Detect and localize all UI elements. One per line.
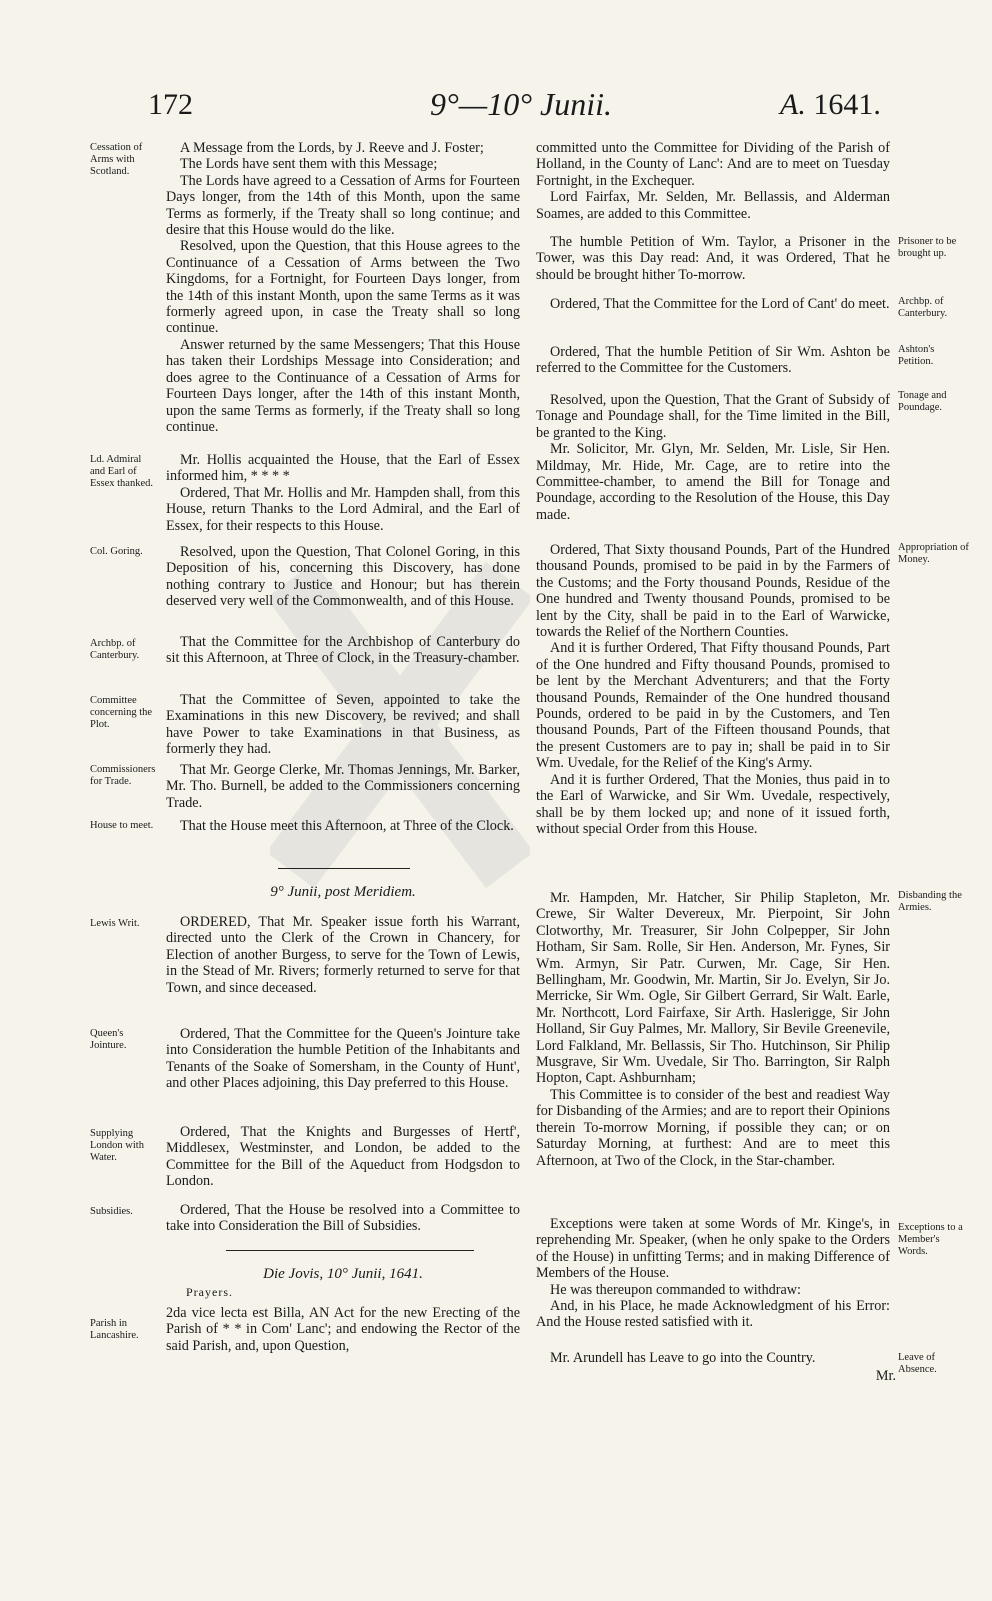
section-rule <box>226 1250 474 1251</box>
margin-note: Leave of Absence. <box>898 1352 937 1375</box>
margin-note: Col. Goring. <box>90 546 143 557</box>
margin-note: Exceptions to a Member's Words. <box>898 1222 963 1257</box>
paragraph: Resolved, upon the Question, That Colonel Goring, in this Deposition of his, concerning this Discovery, has done nothing contrary to Justice and Honour; but has therein deserved very well of the Commonwealth, and of this House. <box>166 544 520 610</box>
margin-note: Archbp. of Canterbury. <box>90 638 140 661</box>
paragraph: The Lords have agreed to a Cessation of Arms for Fourteen Days longer, from the 14th of this Month, upon the same Terms as formerly, if the Treaty shall so long continue; and desire that this House would do the like. <box>166 172 520 239</box>
margin-note: Ld. Admiral and Earl of Essex thanked. <box>90 454 153 489</box>
margin-note: Appropriation of Money. <box>898 542 969 565</box>
paragraph: Mr. Arundell has Leave to go into the Country. <box>550 1350 816 1366</box>
paragraph: Ordered, That the humble Petition of Sir Wm. Ashton be referred to the Committee for the Customers. <box>536 344 890 377</box>
paragraph: Ordered, That the Committee for the Queen's Jointure take into Consideration the humble Petition of the Inhabitants and Tenants of the Soake of Somersham, in the County of Hunt', and other Places adjoining, this Day preferred to this House. <box>166 1026 520 1092</box>
paragraph: Ordered, That Mr. Hollis and Mr. Hampden shall, from this House, return Thanks to the Lord Admiral, and the Earl of Essex, for their respects to this House. <box>166 484 520 534</box>
left-column-a <box>166 140 520 435</box>
page-year: A. 1641. <box>780 88 881 121</box>
left-column-g <box>166 818 520 834</box>
paragraph: Ordered, That the Knights and Burgesses of Hertf', Middlesex, Westminster, and London, be added to the Committee for the Bill of the Aqueduct from Hodgsdon to London. <box>166 1124 520 1190</box>
paragraph: He was thereupon commanded to withdraw: <box>550 1281 801 1298</box>
catchword: Mr. <box>875 1368 896 1384</box>
right-column-f <box>536 542 890 837</box>
paragraph: And it is further Ordered, That Fifty thousand Pounds, Part of the One hundred and Fifty thousand Pounds, promised to be lent by the Merchant Adventurers; and that the Forty thousand Pounds, Remainder of the One hundred thousand Pounds, ordered to be paid in by the Customers, and Ten thousand Pounds, Part of the Fifteen thousand Pounds, that the present Customers are to pay in; shall be paid in to Sir Wm. Uvedale, for the Relief of the King's Army. <box>536 640 890 772</box>
paragraph: committed unto the Committee for Dividing of the Parish of Holland, in the County of Lanc': And are to meet on Tuesday Fortnight, in the Exchequer. <box>536 140 890 189</box>
right-column-a <box>536 140 890 222</box>
page-number: 172 <box>148 88 193 121</box>
paragraph: The Lords have sent them with this Message; <box>180 156 438 173</box>
left-column-d <box>166 634 520 667</box>
left-column-k <box>166 1202 520 1235</box>
paragraph: Resolved, upon the Question, That the Grant of Subsidy of Tonage and Poundage shall, for the Time limited in the Bill, be granted to the King. <box>536 392 890 441</box>
right-column-c <box>536 296 890 312</box>
paragraph: This Committee is to consider of the best and readiest Way for Disbanding of the Armies; and are to report their Opinions therein To-morrow Morning, if possible they can; or on Saturday Morning, at furthest: And are to meet this Afternoon, at Two of the Clock, in the Star-chamber. <box>536 1086 890 1169</box>
paragraph: ORDERED, That Mr. Speaker issue forth his Warrant, directed unto the Clerk of the Crown in Chancery, for Election of another Burgess, to serve for the Town of Lewis, in the Stead of Mr. Rivers; formerly returned to serve for that Town, and since deceased. <box>166 914 520 996</box>
day-section <box>166 1266 520 1354</box>
paragraph: That the House meet this Afternoon, at Three of the Clock. <box>180 818 514 834</box>
paragraph: 2da vice lecta est Billa, AN Act for the new Erecting of the Parish of * * in Com' Lanc'; and endowing the Rector of the said Parish, and, upon Question, <box>166 1304 520 1354</box>
left-column-c <box>166 544 520 610</box>
paragraph: Mr. Solicitor, Mr. Glyn, Mr. Selden, Mr. Lisle, Sir Hen. Mildmay, Mr. Hide, Mr. Cage, are to retire into the Committee-chamber, to amend the Bill for Tonage and Poundage, according to the Resolution of the House, this Day made. <box>536 441 890 523</box>
left-column-e <box>166 692 520 758</box>
margin-note: Tonage and Poundage. <box>898 390 947 413</box>
margin-note: Prisoner to be brought up. <box>898 236 957 259</box>
left-column-j <box>166 1124 520 1190</box>
section-heading: Die Jovis, 10° Junii, 1641. <box>263 1266 423 1282</box>
right-column-i <box>536 1350 890 1366</box>
margin-note: Supplying London with Water. <box>90 1128 144 1163</box>
paragraph: A Message from the Lords, by J. Reeve and J. Foster; <box>180 140 484 156</box>
paragraph: Resolved, upon the Question, that this House agrees to the Continuance of a Cessation of Arms between the Two Kingdoms, for a Fortnight, for Fourteen Days longer, from the 14th of this instant Month, upon the same Terms as it was formerly agreed upon, in case the Treaty shall so long continue. <box>166 238 520 337</box>
paragraph: The humble Petition of Wm. Taylor, a Prisoner in the Tower, was this Day read: And, it was Ordered, That he should be brought hither To-morrow. <box>536 234 890 283</box>
page-dates: 9°—10° Junii. <box>430 86 613 122</box>
paragraph: Ordered, That the House be resolved into a Committee to take into Consideration the Bill of Subsidies. <box>166 1202 520 1235</box>
right-column-b <box>536 234 890 283</box>
page-header <box>0 78 992 128</box>
paragraph: Ordered, That the Committee for the Lord of Cant' do meet. <box>550 296 890 312</box>
paragraph: Mr. Hampden, Mr. Hatcher, Sir Philip Stapleton, Mr. Crewe, Sir Walter Devereux, Mr. Pierpoint, Sir John Clotworthy, Mr. Treasurer, Sir John Colpepper, Sir John Hotham, Sir Sam. Rolle, Sir Hen. Anderson, Mr. Fynes, Sir Wm. Armyn, Sir Patr. Curwen, Mr. Cage, Sir Hen. Bellingham, Mr. Goodwin, Mr. Martin, Sir Jo. Evelyn, Sir Jo. Merricke, Sir Wm. Ogle, Sir Gilbert Gerrard, Sir Walt. Earle, Mr. Northcott, Lord Fairfaxe, Sir Arth. Haslerigge, Sir John Holland, Sir Guy Palmes, Mr. Mallory, Sir Bevile Greenevile, Lord Falkland, Mr. Bellassis, Sir Tho. Hutchinson, Sir Philip Musgrave, Sir Wm. Uvedale, Sir Tho. Barrington, Sir Ralph Hopton, Capt. Ashburnham; <box>536 890 890 1087</box>
paragraph: That Mr. George Clerke, Mr. Thomas Jennings, Mr. Barker, Mr. Tho. Burnell, be added to the Commissioners concerning Trade. <box>166 762 520 811</box>
margin-note: Committee concerning the Plot. <box>90 695 153 730</box>
paragraph: That the Committee of Seven, appointed to take the Examinations in this new Discovery, be revived; and shall have Power to take Examinations in that Business, as formerly they had. <box>166 692 520 758</box>
left-column-f <box>166 762 520 811</box>
margin-note: Ashton's Petition. <box>898 344 935 367</box>
right-column-e <box>536 392 890 523</box>
paragraph: Answer returned by the same Messengers; That this House has taken their Lordships Message into Consideration; and does agree to the Continuance of a Cessation of Arms for Fourteen Days longer, after the 14th of this instant Month, upon the same Terms as formerly, if the Treaty shall so long continue. <box>166 336 520 435</box>
section-rule <box>278 868 410 869</box>
margin-note: Queen's Jointure. <box>90 1028 127 1051</box>
paragraph: And, in his Place, he made Acknowledgment of his Error: And the House rested satisfied with it. <box>536 1298 890 1331</box>
left-column-b <box>166 452 520 534</box>
right-column-h <box>536 1216 890 1331</box>
right-column-d <box>536 344 890 377</box>
margin-note: Disbanding the Armies. <box>898 890 962 913</box>
paragraph: That the Committee for the Archbishop of Canterbury do sit this Afternoon, at Three of Clock, in the Treasury-chamber. <box>166 634 520 667</box>
margin-note: Subsidies. <box>90 1206 133 1217</box>
margin-note: Cessation of Arms with Scotland. <box>90 142 143 177</box>
margin-note: Archbp. of Canterbury. <box>898 296 948 319</box>
paragraph: Exceptions were taken at some Words of Mr. Kinge's, in reprehending Mr. Speaker, (when he only spake to the Orders of the House) in unfitting Terms; and in making Difference of Members of the House. <box>536 1216 890 1282</box>
margin-note: House to meet. <box>90 820 154 831</box>
paragraph: Ordered, That Sixty thousand Pounds, Part of the Hundred thousand Pounds, promised to be paid in by the Farmers of the Customs; and the Forty thousand Pounds, Residue of the One hundred and Twenty thousand Pounds, promised to be lent by the City, shall be paid in to the Earl of Warwicke, towards the Relief of the Northern Counties. <box>536 542 890 641</box>
margin-note: Parish in Lancashire. <box>90 1318 139 1341</box>
left-column-h <box>166 914 520 996</box>
paragraph: Lord Fairfax, Mr. Selden, Mr. Bellassis, and Alderman Soames, are added to this Committee. <box>536 189 890 222</box>
paragraph: And it is further Ordered, That the Monies, thus paid in to the Earl of Warwicke, and Sir Wm. Uvedale, respectively, shall be by them locked up; and none of it issued forth, without special Order from this House. <box>536 771 890 837</box>
section-heading: 9° Junii, post Meridiem. <box>270 884 416 900</box>
afternoon-section <box>166 884 520 900</box>
paragraph: Mr. Hollis acquainted the House, that the Earl of Essex informed him, * * * * <box>166 452 520 485</box>
left-column-i <box>166 1026 520 1092</box>
prayers-label: Prayers. <box>186 1285 233 1300</box>
margin-note: Commissioners for Trade. <box>90 764 156 787</box>
margin-note: Lewis Writ. <box>90 918 140 929</box>
right-column-g <box>536 890 890 1169</box>
